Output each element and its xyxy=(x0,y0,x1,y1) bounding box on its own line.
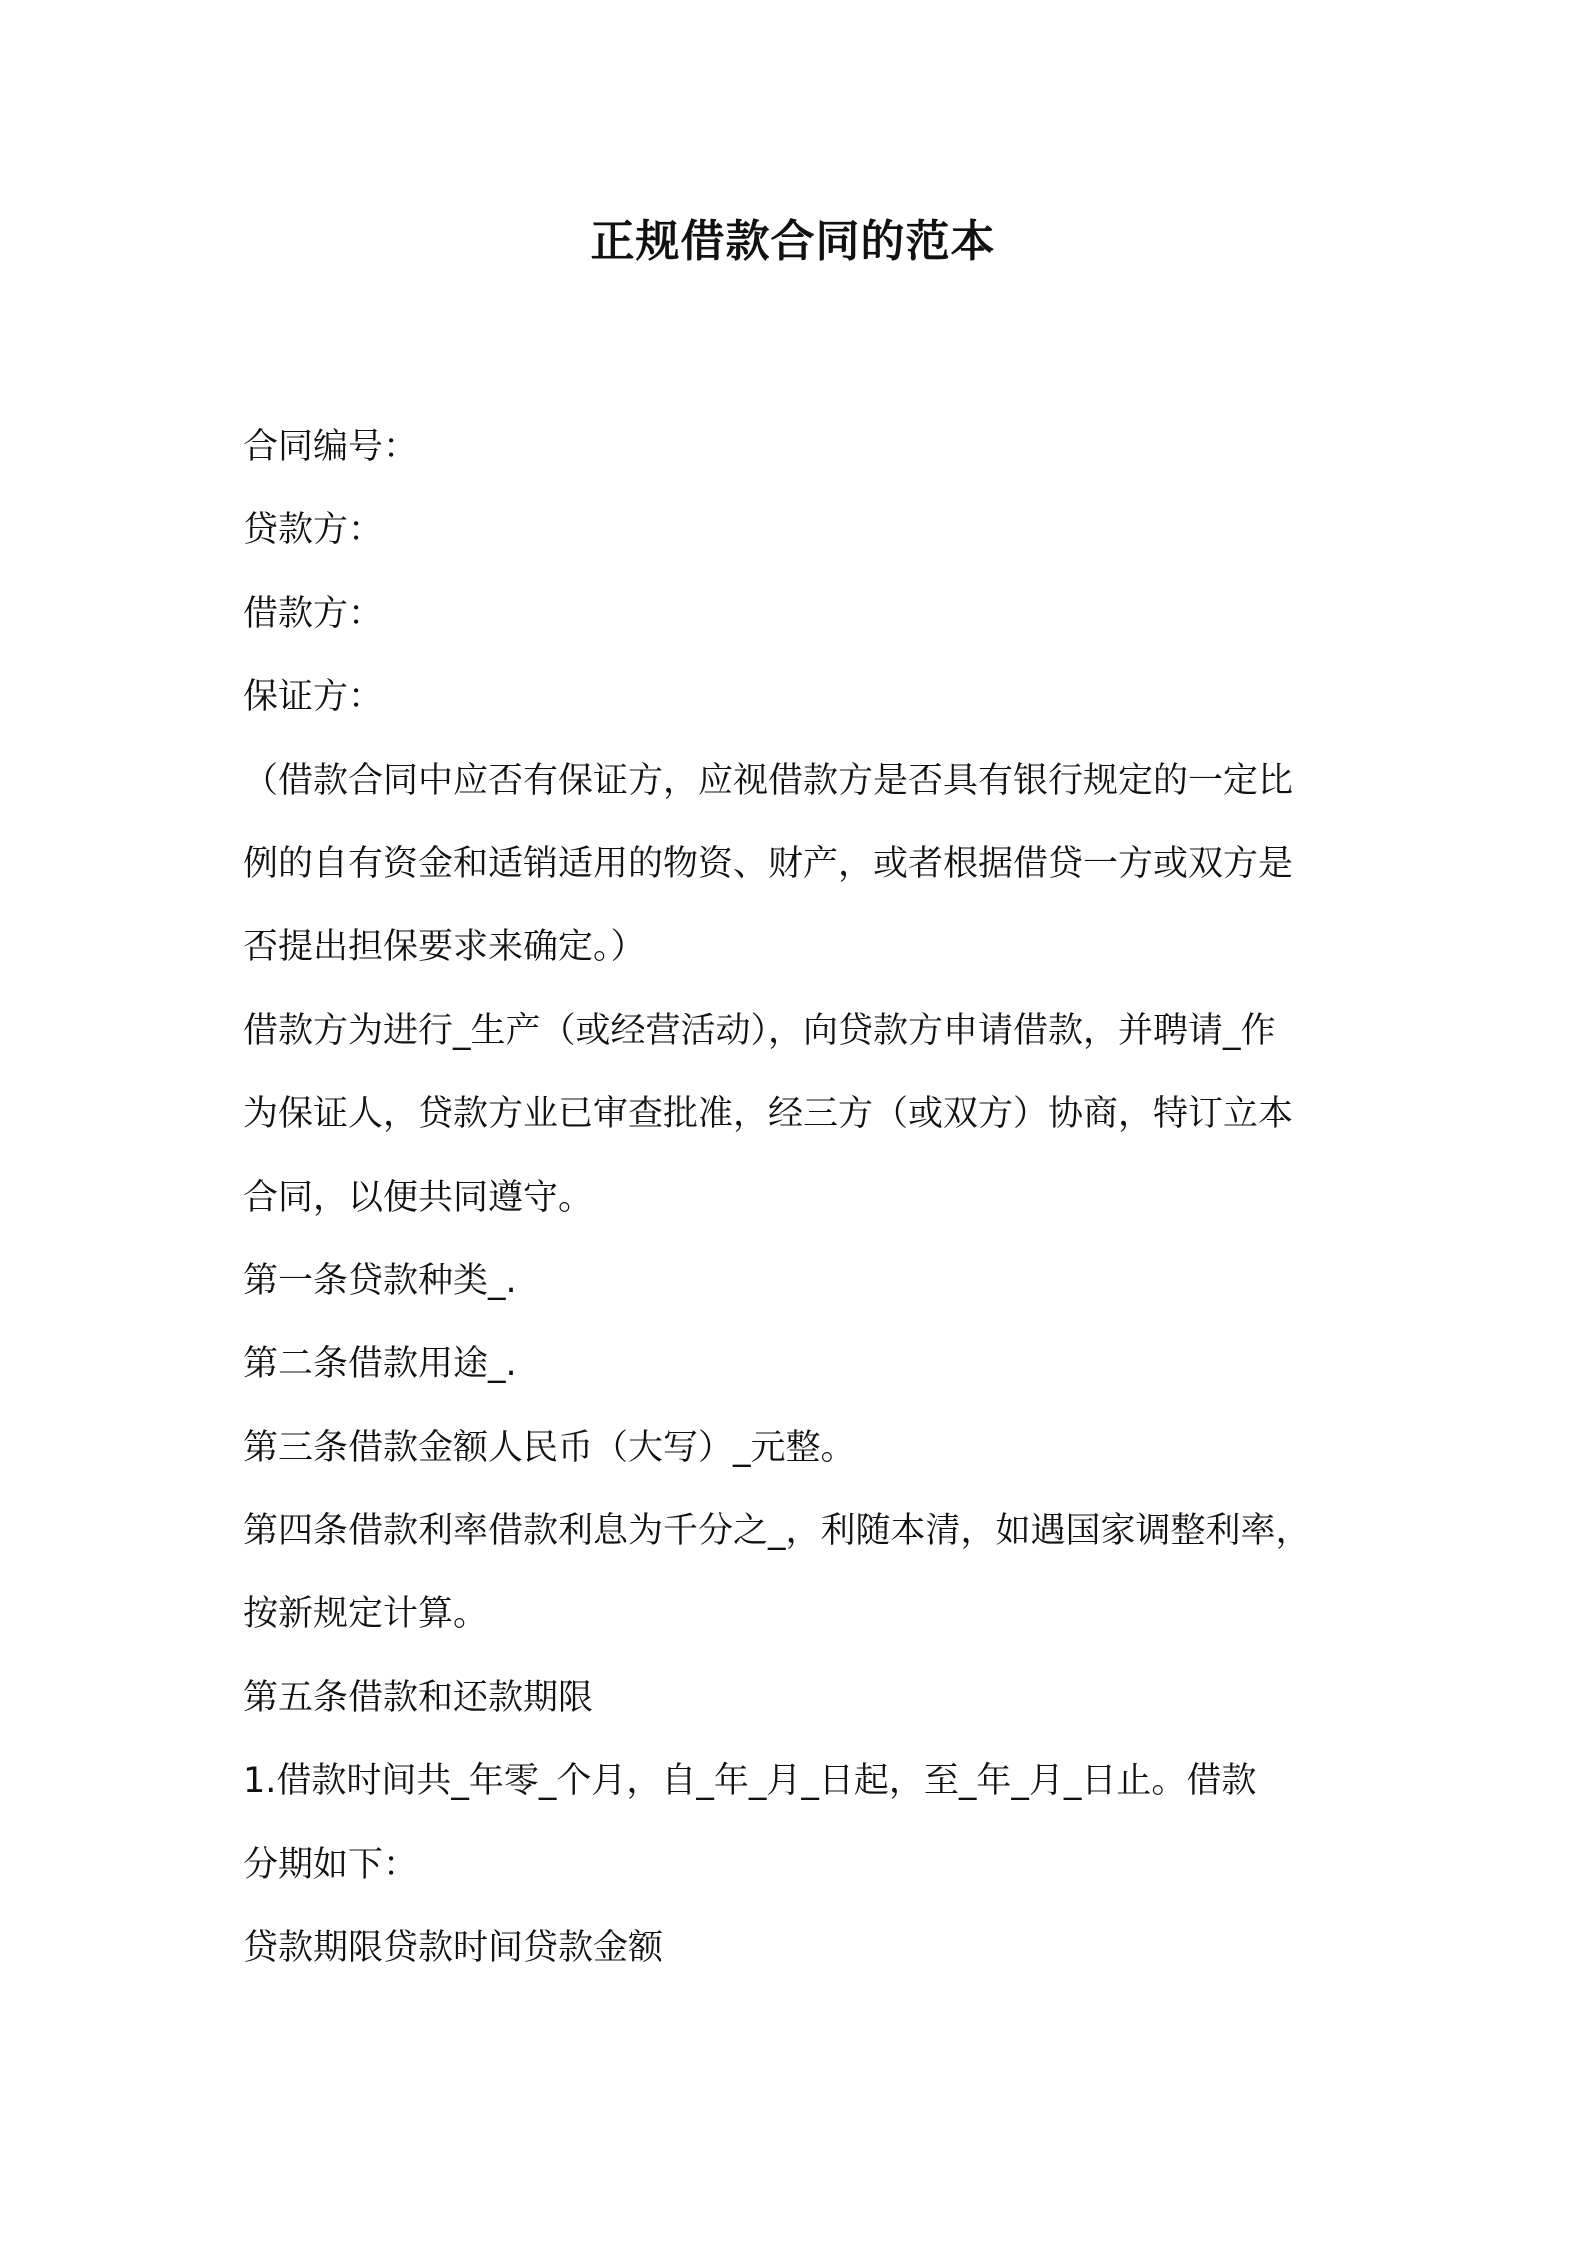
article-1-line: 第一条贷款种类_. xyxy=(243,1260,517,1301)
article-3-line: 第三条借款金额人民币（大写）_元整。 xyxy=(243,1427,856,1468)
contract-number-line: 合同编号： xyxy=(243,427,419,467)
article-4-line-2: 按新规定计算。 xyxy=(243,1594,489,1635)
preamble-line-3: 合同，以便共同遵守。 xyxy=(243,1177,594,1218)
schedule-header-line: 贷款期限贷款时间贷款金额 xyxy=(243,1928,664,1969)
lender-line: 贷款方： xyxy=(243,510,384,551)
document-body xyxy=(243,406,1373,1990)
article-2-line: 第二条借款用途_. xyxy=(243,1344,517,1385)
article-5-heading: 第五条借款和还款期限 xyxy=(243,1677,594,1718)
guarantor-line: 保证方： xyxy=(243,677,384,718)
preamble-line-2: 为保证人，贷款方业已审查批准，经三方（或双方）协商，特订立本 xyxy=(243,1094,1294,1135)
article-5-item-1-line-2: 分期如下： xyxy=(243,1844,419,1885)
guarantor-note-line-3: 否提出担保要求来确定。） xyxy=(243,927,646,968)
article-5-item-1-line-1: 1.借款时间共_年零_个月，自_年_月_日起，至_年_月_日止。借款 xyxy=(243,1761,1257,1802)
preamble-line-1: 借款方为进行_生产（或经营活动），向贷款方申请借款，并聘请_作 xyxy=(243,1010,1276,1051)
article-4-line-1: 第四条借款利率借款利息为千分之_，利随本清，如遇国家调整利率， xyxy=(243,1511,1311,1552)
guarantor-note-line-2: 例的自有资金和适销适用的物资、财产，或者根据借贷一方或双方是 xyxy=(243,843,1294,884)
document-title: 正规借款合同的范本 xyxy=(590,216,996,267)
borrower-line: 借款方： xyxy=(243,593,384,634)
guarantor-note-line-1: （借款合同中应否有保证方，应视借款方是否具有银行规定的一定比 xyxy=(243,760,1294,801)
